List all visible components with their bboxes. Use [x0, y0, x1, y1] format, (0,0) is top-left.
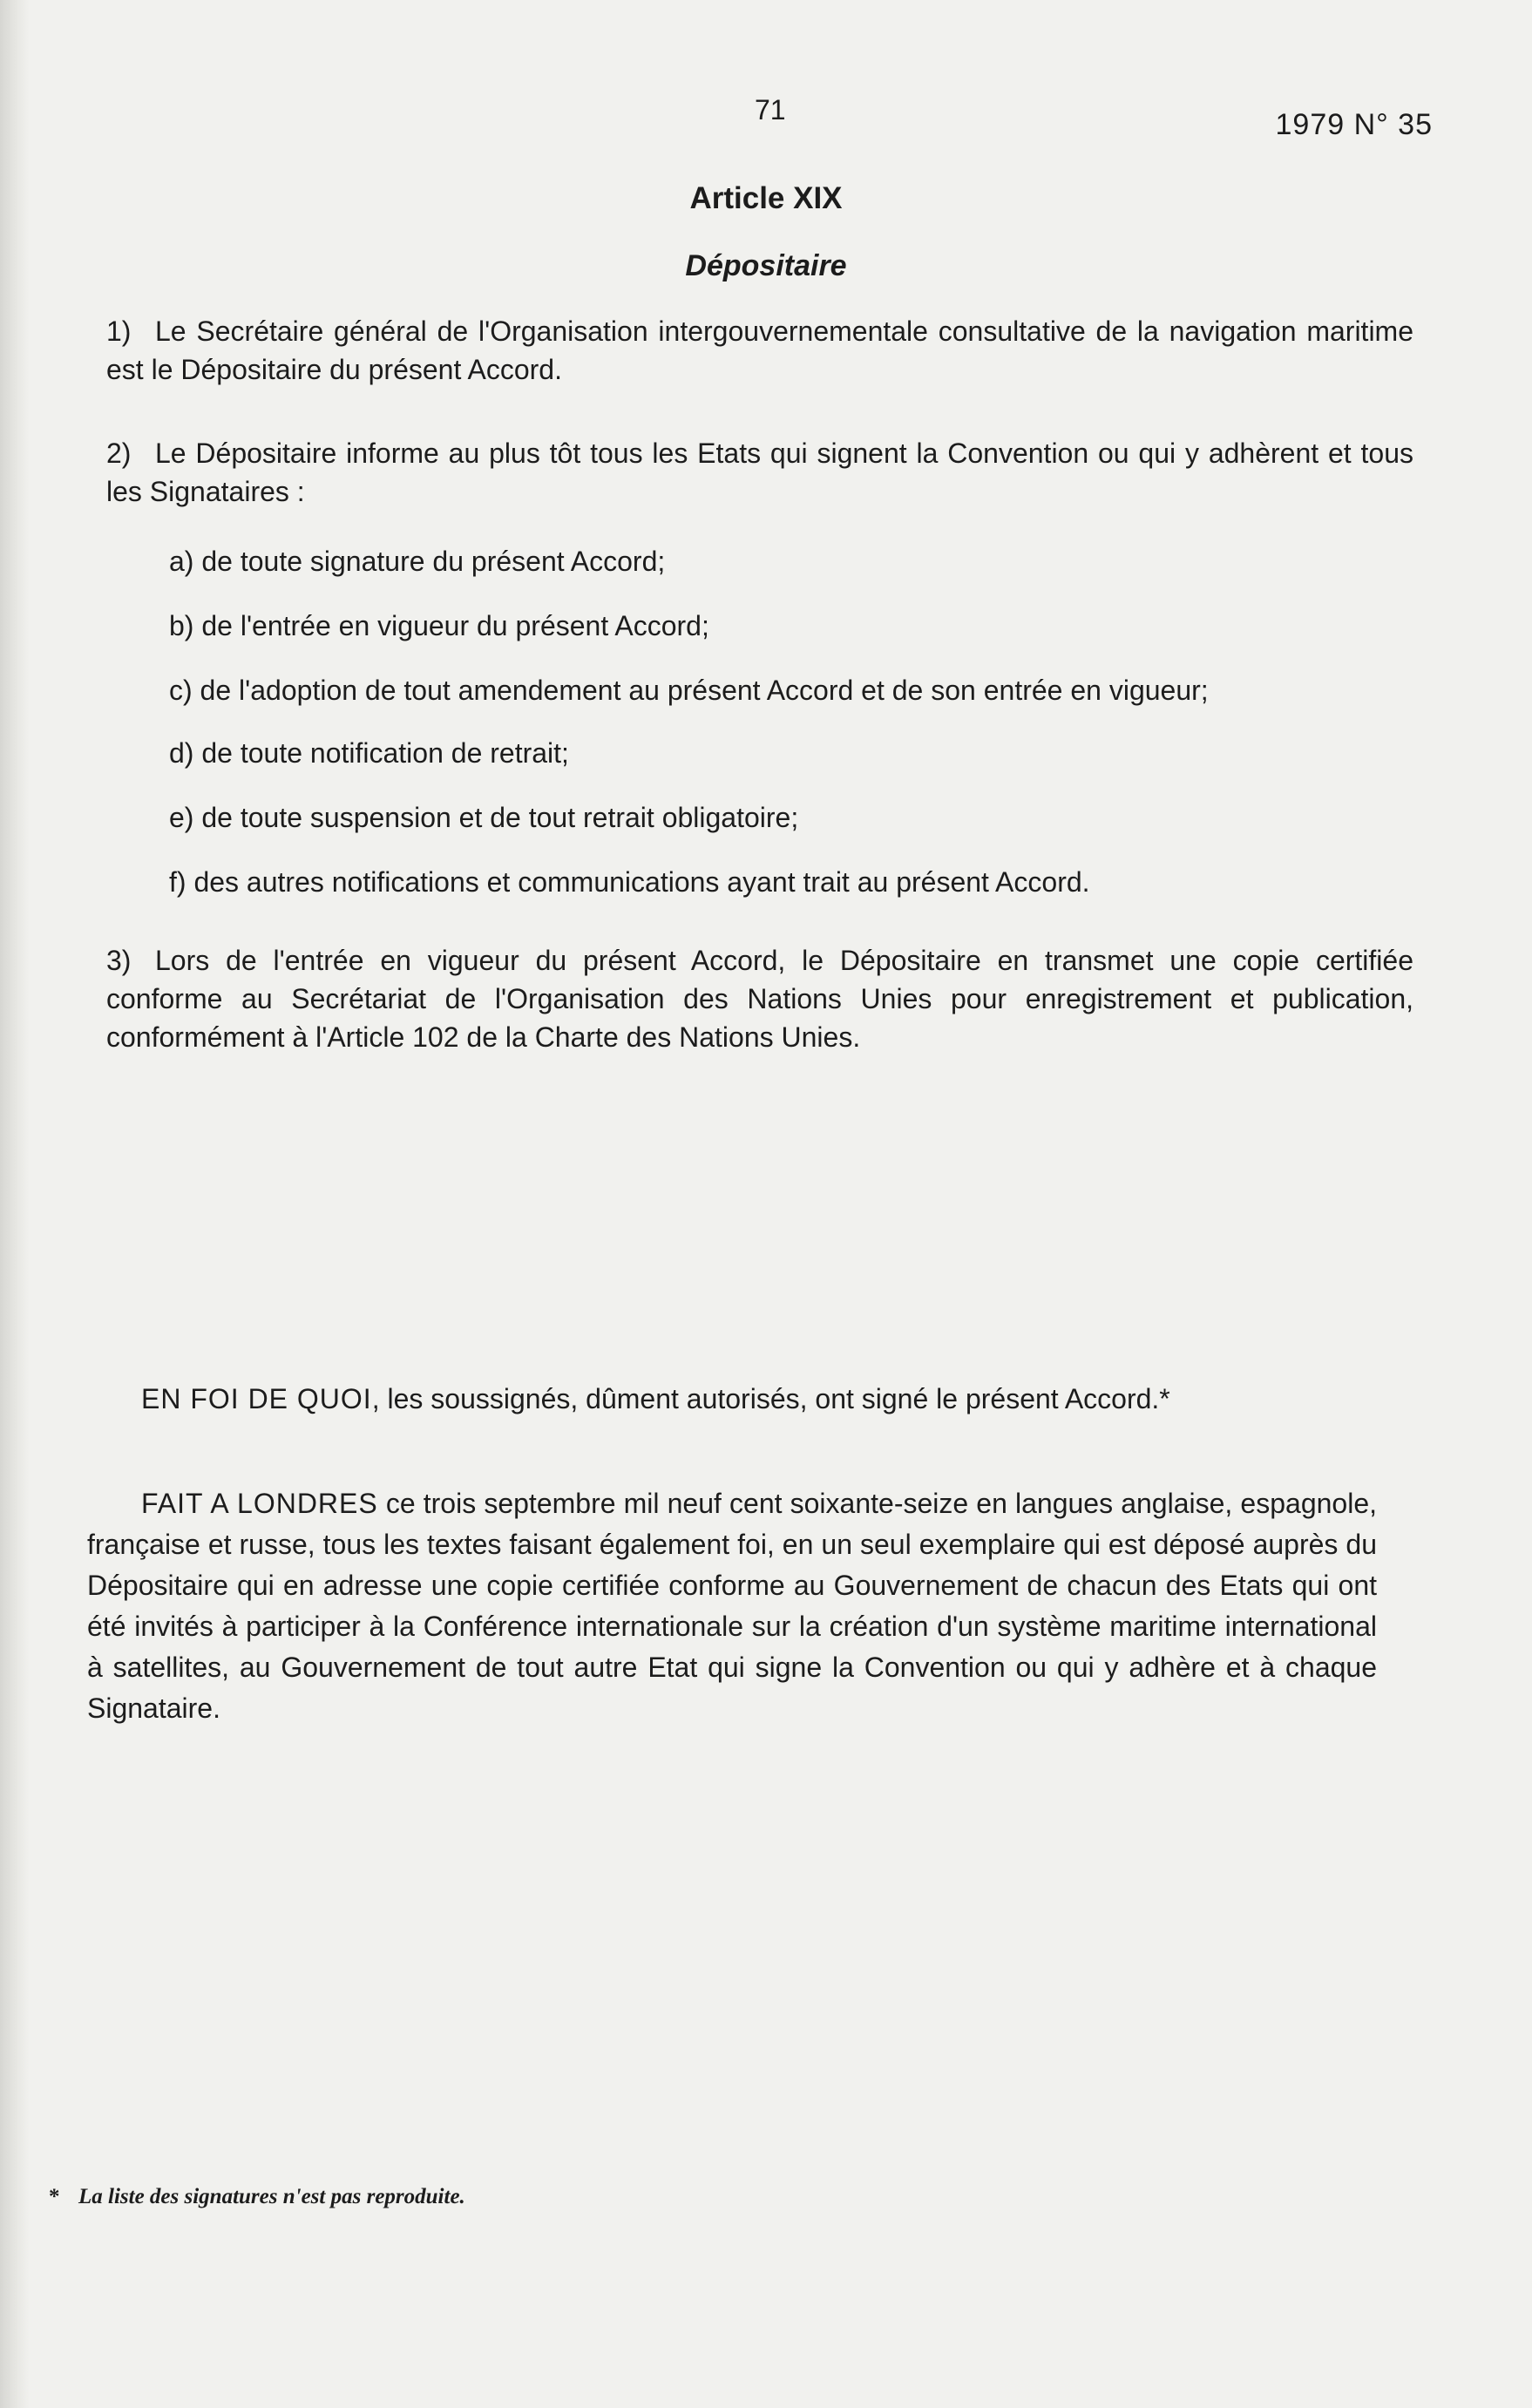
paragraph-number: 2): [106, 438, 132, 469]
page-number: 71: [755, 94, 786, 125]
list-item: b) de l'entrée en vigueur du présent Accord;: [169, 610, 709, 641]
paragraph-number: 1): [106, 315, 132, 347]
paragraph-number: 3): [106, 945, 132, 976]
paragraph-text: Lors de l'entrée en vigueur du présent Accord, le Dépositaire en transmet une copie certifiée conforme au Secrétariat de l'Organisation des Nations Unies pour enregistrement et publication, conformément à l'Article 102 de la Charte des Nations Unies.: [106, 945, 1413, 1053]
paragraph-text: Le Secrétaire général de l'Organisation intergouvernementale consultative de la navigation maritime est le Dépositaire du présent Accord.: [106, 315, 1413, 385]
witness-lead: EN FOI DE QUOI: [141, 1383, 372, 1414]
footnote-marker: *: [49, 2185, 60, 2208]
list-item: f) des autres notifications et communications ayant trait au présent Accord.: [169, 866, 1090, 898]
paragraph-2: [106, 434, 1413, 511]
witness-clause: [87, 1379, 1377, 1420]
paragraph-text: Le Dépositaire informe au plus tôt tous les Etats qui signent la Convention ou qui y adhèrent et tous les Signataires :: [106, 438, 1413, 507]
footnote-text: La liste des signatures n'est pas reproduite.: [78, 2185, 465, 2208]
done-text: ce trois septembre mil neuf cent soixante-seize en langues anglaise, espagnole, française et russe, tous les textes faisant également foi, en un seul exemplaire qui est déposé auprès du Dépositaire qui en adresse une copie certifiée conforme au Gouvernement de chacun des Etats qui ont été invités à participer à la Conférence internationale sur la création d'un système maritime international à satellites, au Gouvernement de tout autre Etat qui signe la Convention ou qui y adhère et à chaque Signataire.: [87, 1488, 1378, 1724]
paragraph-3: [106, 941, 1413, 1056]
footnote: [49, 2185, 465, 2209]
list-item: e) de toute suspension et de tout retrait obligatoire;: [169, 802, 799, 833]
list-item: d) de toute notification de retrait;: [169, 737, 569, 769]
done-clause: [87, 1483, 1377, 1729]
page-reference: 1979 N° 35: [1275, 108, 1433, 141]
paragraph-1: [106, 312, 1413, 389]
list-item: a) de toute signature du présent Accord;: [169, 546, 666, 577]
list-item: c) de l'adoption de tout amendement au présent Accord et de son entrée en vigueur;: [169, 675, 1209, 706]
done-lead: FAIT A LONDRES: [141, 1488, 378, 1519]
binding-edge: [0, 0, 30, 2408]
article-subtitle: Dépositaire: [685, 249, 847, 282]
article-title: Article XIX: [689, 181, 843, 215]
witness-text: , les soussignés, dûment autorisés, ont signé le présent Accord.*: [371, 1383, 1170, 1414]
